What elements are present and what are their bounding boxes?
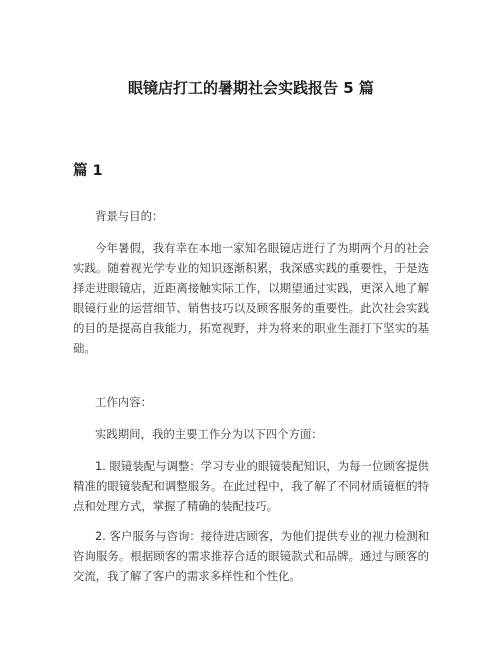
document-title: 眼镜店打工的暑期社会实践报告 5 篇: [128, 79, 374, 97]
paragraph-work-label: 工作内容：: [95, 395, 152, 409]
paragraph-background-body: 今年暑假，我有幸在本地一家知名眼镜店进行了为期两个月的社会实践。随着视光学专业的知识逐渐积累，我深感实践的重要性，于是选择走进眼镜店，近距离接触实际工作，以期望通过实践，更深入地了解眼镜行业的运营细节、销售技巧以及顾客服务的重要性。此次社会实践的目的是提高自我能力，拓宽视野，并为将来的职业生涯打下坚实的基础。: [73, 241, 429, 355]
paragraph-work-intro: 实践期间，我的主要工作分为以下四个方面：: [95, 427, 323, 441]
paragraph-item-2: 2. 客户服务与咨询：接待进店顾客，为他们提供专业的视力检测和咨询服务。根据顾客的需求推荐合适的眼镜款式和品牌。通过与顾客的交流，我了解了客户的需求多样性和个性化。: [73, 529, 429, 583]
section-heading: 篇 1: [73, 163, 103, 179]
paragraph-background-label: 背景与目的：: [95, 209, 164, 223]
paragraph-item-1: 1. 眼镜装配与调整：学习专业的眼镜装配知识，为每一位顾客提供精准的眼镜装配和调整服务。在此过程中，我了解了不同材质镜框的特点和处理方式，掌握了精确的装配技巧。: [73, 459, 429, 513]
